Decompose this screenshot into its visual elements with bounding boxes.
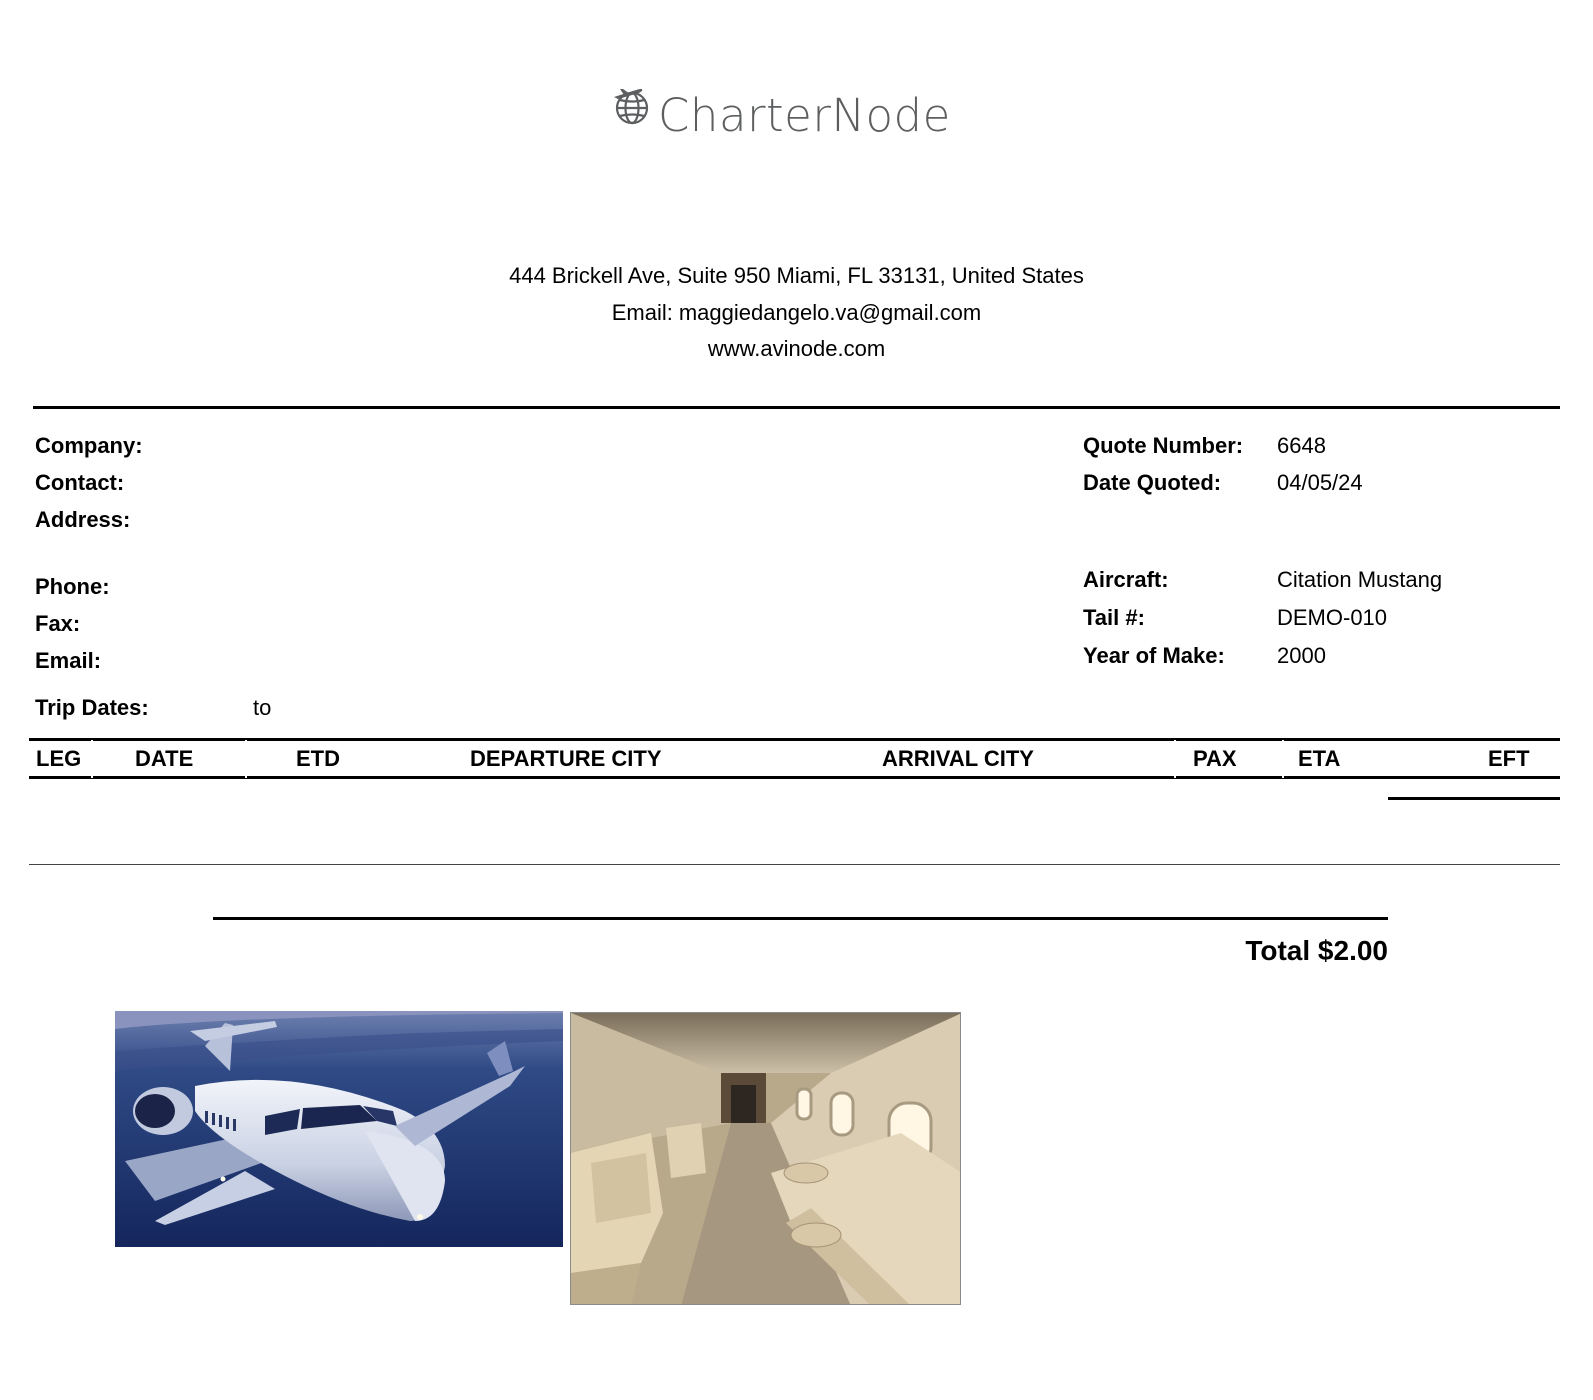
- trip-dates-label: Trip Dates:: [35, 695, 149, 720]
- operator-email-label: Email:: [611, 300, 673, 325]
- operator-email-line: [0, 299, 1593, 327]
- contact-label: Contact:: [35, 470, 125, 495]
- date-quoted: 04/05/24: [1277, 470, 1363, 495]
- quote-number: 6648: [1277, 433, 1326, 458]
- operator-address: 444 Brickell Ave, Suite 950 Miami, FL 33131, United States: [509, 263, 1084, 288]
- trip-dates-to: to: [253, 695, 272, 720]
- quote-total: Total $2.00: [1245, 935, 1388, 966]
- tail-number: DEMO-010: [1277, 605, 1388, 630]
- column-gap: [1174, 740, 1176, 778]
- date-quoted-label: Date Quoted:: [1083, 470, 1222, 495]
- operator-website: www.avinode.com: [707, 336, 886, 361]
- tail-number-label: Tail #:: [1083, 605, 1145, 630]
- aircraft-cabin-photo: [570, 1012, 961, 1305]
- col-header-departure-city: DEPARTURE CITY: [470, 746, 662, 771]
- globe-with-plane-icon: [610, 86, 656, 126]
- col-header-eft: EFT: [1488, 746, 1530, 771]
- aircraft-value: Citation Mustang: [1277, 567, 1443, 592]
- aircraft-exterior-photo: [115, 1011, 563, 1247]
- column-gap: [91, 740, 93, 778]
- col-header-eta: ETA: [1298, 746, 1341, 771]
- email-label: Email:: [35, 648, 102, 673]
- year-of-make: 2000: [1277, 643, 1326, 668]
- col-header-leg: LEG: [36, 746, 82, 771]
- col-header-etd: ETD: [296, 746, 340, 771]
- table-end-rule: [29, 864, 1560, 865]
- aircraft-label: Aircraft:: [1083, 567, 1169, 592]
- brand-logo: [610, 84, 951, 148]
- operator-email: maggiedangelo.va@gmail.com: [678, 300, 982, 325]
- fax-label: Fax:: [35, 611, 81, 636]
- table-header-bottom-rule: [29, 776, 1560, 779]
- year-of-make-label: Year of Make:: [1083, 643, 1225, 668]
- header-divider: [33, 406, 1560, 409]
- col-header-date: DATE: [135, 746, 194, 771]
- column-gap: [1282, 740, 1284, 778]
- column-gap: [245, 740, 247, 778]
- address-label: Address:: [35, 507, 131, 532]
- total-rule: [213, 917, 1388, 920]
- col-header-pax: PAX: [1193, 746, 1237, 771]
- table-header-top-rule: [29, 738, 1560, 741]
- company-label: Company:: [35, 433, 143, 458]
- eft-subtotal-rule: [1388, 797, 1560, 800]
- quote-number-label: Quote Number:: [1083, 433, 1244, 458]
- phone-label: Phone:: [35, 574, 110, 599]
- col-header-arrival-city: ARRIVAL CITY: [882, 746, 1034, 771]
- brand-name: CharterNode: [658, 89, 951, 142]
